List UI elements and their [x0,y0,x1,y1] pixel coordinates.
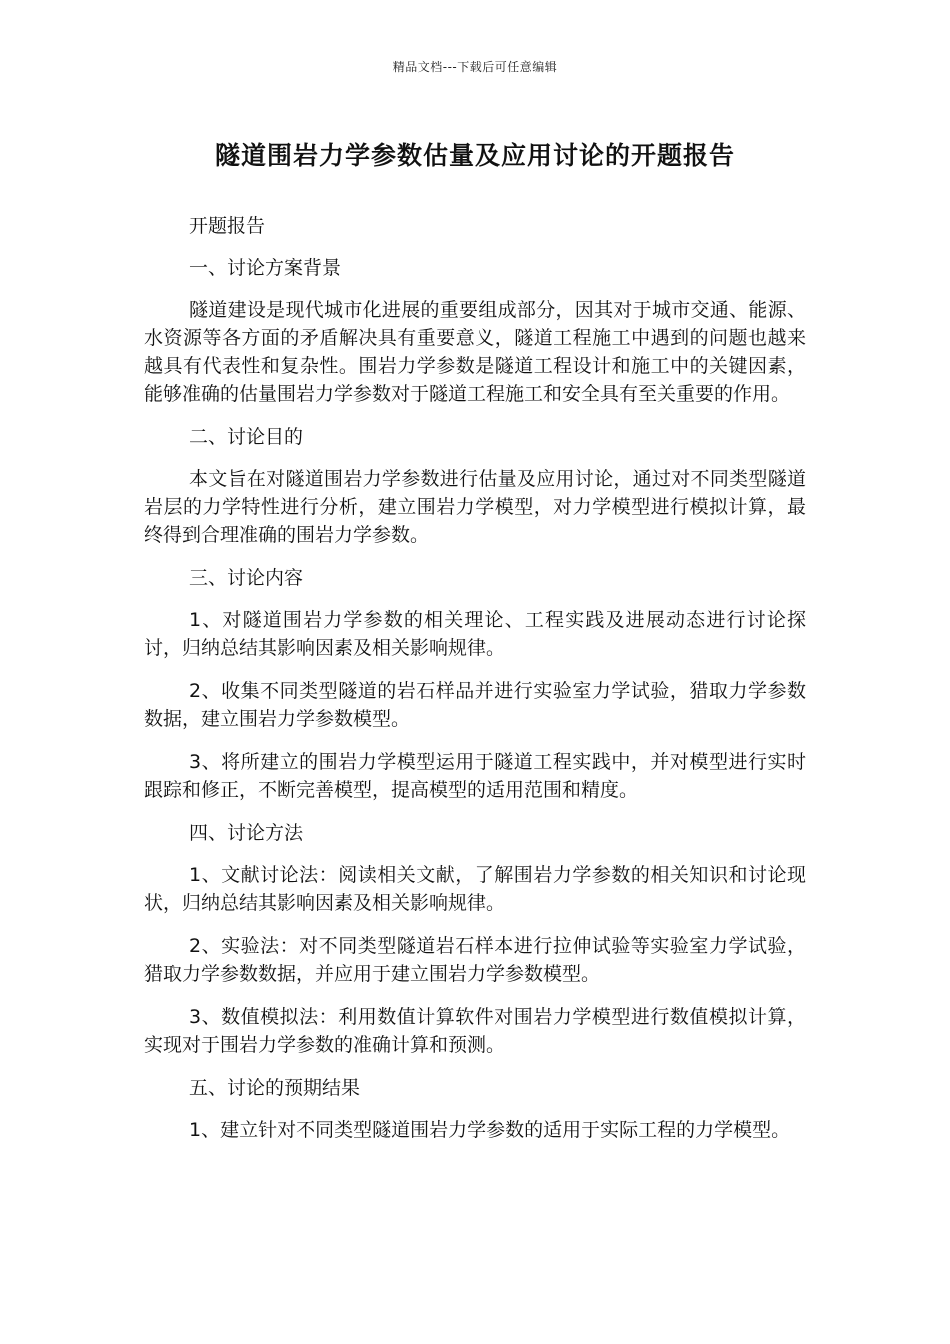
heading-expected-results: 五、讨论的预期结果 [189,1077,361,1099]
heading-content: 三、讨论内容 [189,567,304,589]
heading-methods: 四、讨论方法 [189,822,304,844]
content-item-2: 2、收集不同类型隧道的岩石样品并进行实验室力学试验，猎取力学参数数据，建立围岩力学参数模型。 [144,680,806,730]
running-header: 精品文档---下载后可任意编辑 [392,60,558,74]
section-label-report: 开题报告 [189,215,266,237]
method-item-1: 1、文献讨论法：阅读相关文献，了解围岩力学参数的相关知识和讨论现状，归纳总结其影响因素及相关影响规律。 [144,864,806,914]
document-body [144,212,806,1159]
content-item-1: 1、对隧道围岩力学参数的相关理论、工程实践及进展动态进行讨论探讨，归纳总结其影响因素及相关影响规律。 [144,609,806,659]
method-item-2: 2、实验法：对不同类型隧道岩石样本进行拉伸试验等实验室力学试验，猎取力学参数数据，并应用于建立围岩力学参数模型。 [144,935,806,985]
method-item-3: 3、数值模拟法：利用数值计算软件对围岩力学模型进行数值模拟计算，实现对于围岩力学参数的准确计算和预测。 [144,1006,806,1056]
heading-purpose: 二、讨论目的 [189,426,304,448]
result-item-1: 1、建立针对不同类型隧道围岩力学参数的适用于实际工程的力学模型。 [189,1119,791,1141]
paragraph-background: 隧道建设是现代城市化进展的重要组成部分，因其对于城市交通、能源、水资源等各方面的矛盾解决具有重要意义，隧道工程施工中遇到的问题也越来越具有代表性和复杂性。围岩力学参数是隧道工程设计和施工中的关键因素，能够准确的估量围岩力学参数对于隧道工程施工和安全具有至关重要的作用。 [144,299,806,405]
heading-background: 一、讨论方案背景 [189,257,342,279]
content-item-3: 3、将所建立的围岩力学模型运用于隧道工程实践中，并对模型进行实时跟踪和修正，不断完善模型，提高模型的适用范围和精度。 [144,751,806,801]
paragraph-purpose: 本文旨在对隧道围岩力学参数进行估量及应用讨论，通过对不同类型隧道岩层的力学特性进行分析，建立围岩力学模型，对力学模型进行模拟计算，最终得到合理准确的围岩力学参数。 [144,468,806,546]
document-title: 隧道围岩力学参数估量及应用讨论的开题报告 [214,141,735,170]
